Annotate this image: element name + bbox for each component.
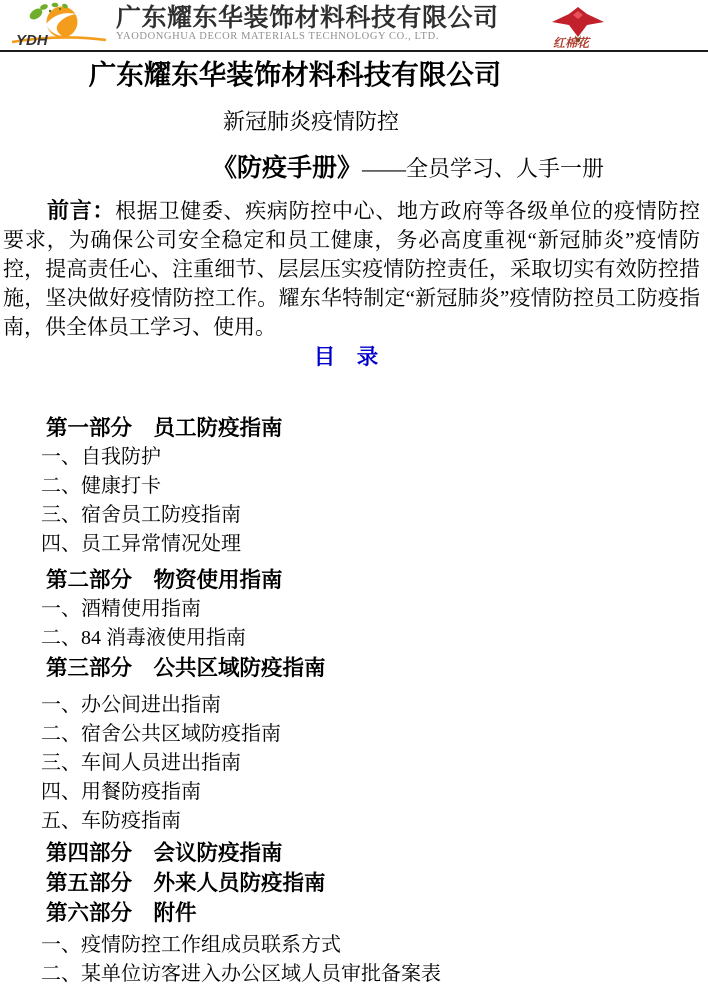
preface-label: 前言： — [47, 198, 116, 223]
ydh-logo — [6, 2, 110, 48]
toc-item: 二、84 消毒液使用指南 — [41, 627, 246, 649]
document-subtitle: 新冠肺炎疫情防控 — [222, 109, 399, 134]
handbook-title: 《防疫手册》 — [211, 154, 362, 182]
header-company-name-en: YAODONGHUA DECOR MATERIALS TECHNOLOGY CO., LTD. — [116, 31, 439, 42]
ydh-logo-icon — [6, 2, 110, 48]
preface-paragraph — [3, 196, 700, 342]
handbook-title-line — [0, 152, 708, 184]
table-of-contents — [0, 413, 708, 989]
header-company-name-cn: 广东耀东华装饰材料科技有限公司 — [116, 4, 499, 32]
toc-part-heading: 第一部分 员工防疫指南 — [46, 416, 283, 440]
document-title: 广东耀东华装饰材料科技有限公司 — [88, 59, 502, 90]
header-company-block — [110, 2, 546, 43]
toc-part-heading: 第三部分 公共区域防疫指南 — [46, 656, 326, 680]
toc-item: 一、疫情防控工作组成员联系方式 — [41, 934, 341, 956]
toc-item: 三、车间人员进出指南 — [41, 752, 241, 774]
toc-item: 一、酒精使用指南 — [41, 598, 201, 620]
toc-part-heading: 第五部分 外来人员防疫指南 — [46, 871, 326, 895]
toc-item: 三、宿舍员工防疫指南 — [41, 504, 241, 526]
toc-item: 四、员工异常情况处理 — [41, 533, 241, 555]
toc-item: 四、用餐防疫指南 — [41, 781, 201, 803]
toc-item: 一、自我防护 — [41, 446, 161, 468]
toc-item: 二、健康打卡 — [41, 475, 161, 497]
kapok-flower-icon — [546, 5, 610, 49]
toc-item: 五、车防疫指南 — [41, 810, 181, 832]
toc-item: 二、宿舍公共区域防疫指南 — [41, 723, 281, 745]
kapok-flower-logo — [546, 5, 610, 49]
toc-item: 一、办公间进出指南 — [41, 694, 221, 716]
toc-part-heading: 第二部分 物资使用指南 — [46, 568, 283, 592]
letterhead-header — [0, 0, 708, 52]
preface-text: 根据卫健委、疾病防控中心、地方政府等各级单位的疫情防控要求，为确保公司安全稳定和员工健康，务必高度重视“新冠肺炎”疫情防控，提高责任心、注重细节、层层压实疫情防控责任，采取切实有效防控措施，坚决做好疫情防控工作。耀东华特制定“新冠肺炎”疫情防控员工防疫指南，供全体员工学习、使用。 — [3, 199, 700, 339]
toc-title: 目 录 — [313, 345, 379, 369]
toc-part-heading: 第六部分 附件 — [46, 901, 197, 925]
toc-part-heading: 第四部分 会议防疫指南 — [46, 841, 283, 865]
kapok-flower-text: 红棉花 — [553, 36, 590, 49]
ydh-logo-text: YDH — [16, 32, 48, 48]
handbook-suffix: ——全员学习、人手一册 — [362, 156, 605, 181]
toc-item: 二、某单位访客进入办公区域人员审批备案表 — [41, 963, 441, 985]
